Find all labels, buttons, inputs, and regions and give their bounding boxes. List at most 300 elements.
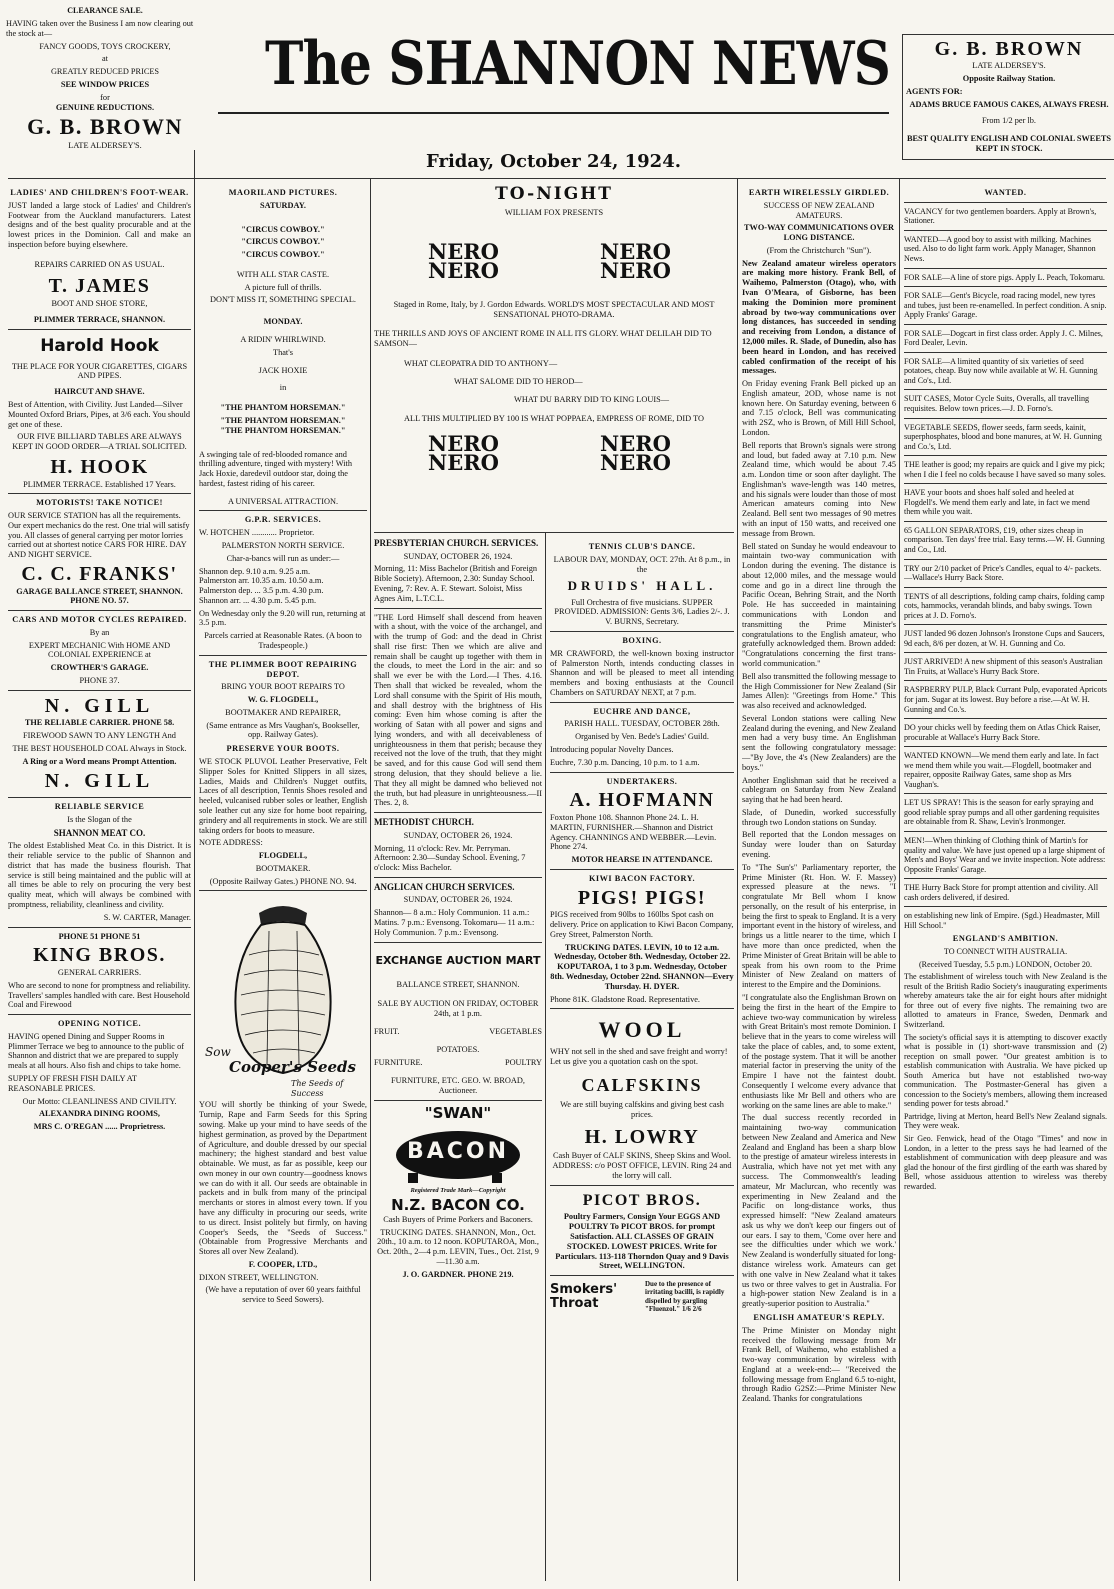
classified-text: FOR SALE—Dogcart in first class order. Apply J. C. Milnes, Ford Dealer, Levin. (904, 328, 1103, 348)
divider (8, 329, 191, 330)
flogdell-address-2: (Opposite Railway Gates.) PHONE NO. 94. (209, 876, 357, 886)
opening-notice-head: OPENING NOTICE. (57, 1019, 142, 1029)
t-james-address: PLIMMER TERRACE, SHANNON. (33, 314, 166, 324)
classified-text: HAVE your boots and shoes half soled and heeled at Flogdell's. We mend them early and late, in fact we mend them while you wait. (904, 488, 1090, 517)
clearance-sale-body: HAVING taken over the Business I am now clearing out the stock at— (6, 18, 194, 38)
crowther-name: CROWTHER'S GARAGE. (50, 663, 149, 673)
timetable-row: Palmerston arr. 10.35 a.m. 10.50 a.m. (199, 576, 324, 586)
king-bros-sub: GENERAL CARRIERS. (57, 967, 142, 977)
wanted-head: WANTED. (984, 188, 1027, 197)
presbyterian-body: Morning, 11: Miss Bachelor (British and Foreign Bible Society). Afternoon, 2.30: Sunday School. Evening, 7: Rev. A. F. Stewart. Soloist, Miss Agnes Aim, L.T.C.L. (374, 564, 538, 603)
tonight-box (374, 184, 734, 530)
brown-sub-left: LATE ALDERSEY'S. (68, 140, 142, 150)
gpr-services-head: G.P.R. SERVICES. (244, 515, 322, 525)
lowry-name: H. LOWRY (584, 1125, 700, 1148)
hofmann-body: Foxton Phone 108. Shannon Phone 24. L. H. MARTIN, FURNISHER.—Shannon and District Agency. CHANNINGS AND WEBBER.—Levin. Phone 274. (550, 812, 717, 852)
classified-text: WANTED KNOWN—We mend them early and late. In fact we mend them while you wait.—Flogdell, bootmaker and repairer, opposite Railway Gates, same shop as Mrs Vaughan's. (904, 751, 1099, 789)
motorists-body: OUR SERVICE STATION has all the requirements. Our expert mechanics do the rest. One trial will satisfy you. All classes of general carrying per motor lorries carried out at shortest notice CARS FOR HIRE. DAY AND NIGHT SERVICE. (8, 511, 190, 560)
smokers-sub: Due to the presence of irritating bacilli, is rapidly dispelled by gargling "Fluenzol." 1/6 2/6 (645, 1280, 725, 1313)
divider (904, 389, 1107, 390)
wireless-paragraph: Bell also transmitted the following message to the High Commissioner for New Zealand (Sir James Allen): "Greetings from Home." This was also received and acknowledged. (742, 671, 896, 711)
flogdell-sub: BOOTMAKER AND REPAIRER, (225, 707, 341, 717)
t-james-name: T. JAMES (48, 275, 151, 298)
labour-day: LABOUR DAY, MONDAY, OCT. 27th. At 8 p.m., in the (553, 554, 731, 574)
tonight-head: TO-NIGHT (495, 184, 613, 204)
classified-text: WANTED—A good boy to assist with milking. Machines used. Also to do light farm work. Apply Manager, Shannon News. (904, 234, 1096, 263)
slogan-line: Is the Slogan of the (67, 814, 132, 824)
ladies-footwear-body: JUST landed a large stock of Ladies' and Children's Footwear from the Auckland manufacturers. Latest designs and of the best quality procurable and at the lowest prices in the Dominion. Call and make an inspection before buying elsewhere. (8, 200, 191, 249)
methodist-body: Morning, 11 o'clock: Rev. Mr. Perryman. Afternoon: 2.30—Sunday School. Evening, 7 o'clock: Miss Bachelor. (374, 843, 526, 873)
sow-label: Sow (205, 1045, 231, 1060)
classified-ad (904, 423, 1107, 452)
picot-name: PICOT BROS. (582, 1191, 702, 1209)
wireless-paragraph: Slade, of Dunedin, worked successfully through two London stations on Sunday. (742, 807, 896, 827)
classified-ad (904, 394, 1107, 413)
wireless-paragraph: The Prime Minister on Monday night received the following message from Mr Frank Bell, of Waihemo, who established a two-way communication by wireless with England at a week-end:— "Received the following message from England 6.5 to-night, through Radio G2SZ:—Prime Minister New Zealand. Thanks for congratulations (742, 1325, 896, 1404)
franks-name: C. C. FRANKS' (21, 562, 178, 585)
euchre-head: EUCHRE AND DANCE, (593, 706, 691, 716)
masthead-title: The SHANNON NEWS (264, 29, 891, 99)
column-rule (370, 178, 371, 1581)
classified-ad (904, 526, 1107, 555)
dixon-street: DIXON STREET, WELLINGTON. (199, 1272, 319, 1282)
h-hook-sub: PLIMMER TERRACE. Established 17 Years. (23, 479, 176, 489)
divider (904, 521, 1107, 522)
king-bros-name: KING BROS. (33, 944, 166, 967)
divider (904, 624, 1107, 625)
wednesday-note: On Wednesday only the 9.20 will run, returning at 3.5 p.m. (199, 608, 366, 628)
divider (904, 878, 1107, 879)
right-ear-advert (902, 34, 1114, 160)
divider (550, 772, 734, 773)
column-4 (550, 538, 734, 1589)
wireless-paragraph: Bell stated on Sunday he would endeavour to maintain two-way communication with London during the evening. The distance is about 12,000 miles, and the message would come and go in a direct line through the Pacific Ocean, Behring Strait, and the North Pole. He has succeeded in maintaining communications with London and transmitting the Prime Minister's congratulations to the English amateur, who gratefully acknowledged them. Brown added: "Congratulations concerning the first trans-world communication." (742, 541, 896, 668)
divider (904, 746, 1107, 747)
brown-name-right: G. B. BROWN (934, 38, 1084, 60)
classified-ad (904, 460, 1107, 479)
classified-ad (904, 685, 1107, 714)
multiplied-line: ALL THIS MULTIPLIED BY 100 IS WHAT POPPAEA, EMPRESS OF ROME, DID TO (404, 414, 704, 424)
phantom-horseman: "THE PHANTOM HORSEMAN." (220, 403, 346, 413)
auction-sale: SALE BY AUCTION ON FRIDAY, OCTOBER 24th, at 1 p.m. (377, 999, 539, 1019)
motor-hearse: MOTOR HEARSE IN ATTENDANCE. (571, 855, 713, 865)
classified-ad (904, 207, 1107, 226)
wireless-paragraph: Bell reports that Brown's signals were strong and loud, but faded away at 7.10 p.m. New Zealand time, which would be about 7.45 a.m. London time or soon after daylight. The Englishman's wave-length was 140 metres, and his signals were louder than those of most American amateurs coming into New Zealand. Bell sent two messages of 90 metres with an input of 150 watts, and received one message from Brown. (742, 440, 896, 538)
column-rule (194, 150, 195, 1581)
broad-auctioneer: FURNITURE, ETC. GEO. W. BROAD, Auctioneer. (391, 1076, 525, 1096)
flogdell-sub-2: BOOTMAKER. (255, 863, 311, 873)
n-gill-name-2: N. GILL (44, 769, 155, 792)
divider (199, 655, 367, 656)
divider (550, 869, 734, 870)
divider (374, 532, 734, 533)
divider (904, 680, 1107, 681)
in-line: in (279, 383, 287, 393)
column-rule (737, 178, 738, 1581)
hook-line: OUR FIVE BILLIARD TABLES ARE ALWAYS KEPT IN GOOD ORDER—A TRIAL SOLICITED. (12, 432, 187, 452)
classified-ad (904, 592, 1107, 621)
divider (374, 608, 542, 609)
parish-hall: PARISH HALL. TUESDAY, OCTOBER 28th. (564, 719, 720, 729)
brown-location: Opposite Railway Station. (962, 73, 1056, 83)
circus-cowboy: "CIRCUS COWBOY." (241, 224, 325, 234)
thrills-line: THE THRILLS AND JOYS OF ANCIENT ROME IN ALL ITS GLORY. WHAT DELILAH DID TO SAMSON— (374, 329, 712, 349)
clearance-item: SEE WINDOW PRICES (60, 80, 150, 90)
carter-manager: S. W. CARTER, Manager. (103, 912, 191, 922)
phantom-horseman: "THE PHANTOM HORSEMAN." (220, 415, 346, 425)
wireless-paragraph: Another Englishman said that he received a cablegram on Saturday from New Zealand saying that he had been heard. (742, 775, 896, 805)
nz-bacon-co: N.Z. BACON CO. (391, 1196, 525, 1215)
divider (904, 455, 1107, 456)
t-james-sub: BOOT AND SHOE STORE, (51, 299, 148, 309)
ridin-whirlwind: A RIDIN' WHIRLWIND. (240, 335, 326, 345)
flogdell-address: (Same entrance as Mrs Vaughan's, Bookseller, opp. Railway Gates). (206, 720, 360, 740)
wireless-paragraph: Several London stations were calling New Zealand during the evening, and New Zealand men had a very busy time. An Englishman sent the following congratulatory message:—"By Jove, the 4's (New Zealanders) are the boys." (742, 713, 896, 772)
crowther-phone: PHONE 37. (79, 676, 120, 686)
divider (199, 890, 367, 891)
divider (199, 510, 367, 511)
nero-title: NERO (600, 238, 671, 264)
ambition-paragraph: Partridge, living at Merton, heard Bell's New Zealand signals. They were weak. (904, 1111, 1107, 1131)
divider (374, 942, 542, 943)
classified-text: TENTS of all descriptions, folding camp chairs, folding camp cots, hammocks, verandah blinds, and baby swings. Town prices at J. D. Forno's. (904, 591, 1105, 620)
clearance-item: GREATLY REDUCED PRICES (50, 67, 160, 77)
repairs-line: REPAIRS CARRIED ON AS USUAL. (34, 259, 165, 269)
chara-bancs: Char-a-bancs will run as under:— (226, 553, 340, 563)
circus-cowboy: "CIRCUS COWBOY." (241, 237, 325, 247)
divider (8, 690, 191, 691)
hook-line: THE PLACE FOR YOUR CIGARETTES, CIGARS AND PIPES. (11, 361, 188, 381)
dyer-line: Phone 81K. Gladstone Road. Representative. (550, 994, 701, 1004)
cars-head: CARS AND MOTOR CYCLES REPAIRED. (12, 615, 187, 625)
staged-line: Staged in Rome, Italy, by J. Gordon Edwards. WORLD'S MOST SPECTACULAR AND MOST SENSATIONAL PHOTO-DRAMA. (393, 299, 715, 319)
classified-ad (904, 357, 1107, 386)
classified-ad (904, 751, 1107, 789)
nero-title: NERO (428, 431, 499, 457)
jack-hoxie: JACK HOXIE (258, 365, 308, 375)
classified-text: DO your chicks well by feeding them on Atlas Chick Raiser, procurable at Wallace's Hurry Back Store. (904, 723, 1101, 742)
undertakers-head: UNDERTAKERS. (606, 776, 678, 786)
auction-item: FRUIT. (374, 1026, 400, 1036)
monday-label: MONDAY. (263, 317, 303, 327)
classified-text: THE leather is good; my repairs are quick and I give my pick; when I die I feel no colds because I have saved so many soles. (904, 460, 1106, 479)
registered-mark: Registered Trade Mark—Copyright (410, 1186, 506, 1194)
flogdell-name: W. G. FLOGDELL, (247, 695, 319, 705)
calfskins-head: CALFSKINS (581, 1074, 703, 1095)
anglican-body: Shannon— 8 a.m.: Holy Communion. 11 a.m.: Matins. 7 p.m.: Evensong. Tokomaru— 11 a.m.: Holy Communion. 7 p.m.: Evensong. (374, 908, 535, 937)
divider (8, 610, 191, 611)
salome-line: WHAT SALOME DID TO HEROD— (454, 376, 583, 386)
seed-sack-illustration (199, 895, 367, 1100)
bacon-word: BACON (406, 1138, 510, 1164)
classified-text: FOR SALE—A limited quantity of six varieties of seed potatoes, cheap. Buy now while available at W. H. Gunning and Co's., Ltd. (904, 356, 1098, 385)
wool-head: WOOL (598, 1017, 686, 1043)
preserve-boots: PRESERVE YOUR BOOTS. (226, 744, 340, 754)
classified-ad (904, 629, 1107, 648)
classified-text: LET US SPRAY! This is the season for early spraying and good reliable spray pumps and all other gardening requisites are obtainable from R. Shaw, Levin's Ironmonger. (904, 798, 1100, 827)
boxing-head: BOXING. (622, 636, 662, 646)
calfskins-body: We are still buying calfskins and giving best cash prices. (560, 1100, 724, 1119)
thrills-line: A picture full of thrills. (244, 282, 322, 292)
pigs-pigs: PIGS! PIGS! (577, 886, 707, 909)
auction-item: POTATOES. (436, 1044, 480, 1054)
divider (374, 1100, 542, 1101)
masthead-rule (218, 112, 889, 114)
divider (374, 877, 542, 878)
maoriland-head: MAORILAND PICTURES. (228, 188, 338, 197)
meat-body: The oldest Established Meat Co. in this District. It is their reliable service to the public of Shannon and district that has made the business flourish. That service is still being maintained and the public will at all times be able to rely on procuring the very best quality meat, which will always be combined with promptness, reliability, cleanliness and civility. (8, 841, 191, 909)
clearance-item: at (102, 54, 108, 64)
phantom-tale: A swinging tale of red-blooded romance and thrilling adventure, tinged with mystery! With Jack Hoxie, daredevil outdoor star, doing the hardest, fastest riding of his career. (199, 449, 352, 488)
column-2 (199, 184, 367, 1589)
divider (904, 230, 1107, 231)
harold-hook-name: Harold Hook (40, 335, 159, 356)
source-line: (From the Christchurch "Sun"). (766, 245, 872, 255)
divider (904, 418, 1107, 419)
druids-hall: DRUIDS' HALL. (567, 578, 717, 594)
exchange-auction-head: EXCHANGE AUCTION MART (375, 953, 541, 967)
clearance-item: GENUINE REDUCTIONS. (55, 103, 155, 113)
classified-text: MEN!—When thinking of Clothing think of Martin's for quality and value. We have just opened up a large shipment of Men's and Boys' Wear and we invite inspection. Note address: Opposite Franks' Garage. (904, 836, 1106, 874)
euchre-times: Euchre, 7.30 p.m. Dancing, 10 p.m. to 1 a.m. (550, 757, 700, 767)
parcels-note: Parcels carried at Reasonable Rates. (A boon to Tradespeople.) (204, 631, 362, 650)
shannon-meat-co: SHANNON MEAT CO. (53, 827, 146, 838)
clearance-item: for (100, 93, 110, 103)
left-ear-advert (6, 6, 204, 154)
divider (904, 324, 1107, 325)
divider (550, 1185, 734, 1186)
auction-item: FURNITURE. (374, 1058, 423, 1068)
novelty-dances: Introducing popular Novelty Dances. (550, 745, 674, 755)
motorists-head: MOTORISTS! TAKE NOTICE! (36, 498, 163, 508)
classified-ad (904, 291, 1107, 320)
classified-ad (904, 329, 1107, 348)
divider (904, 483, 1107, 484)
clearance-item: FANCY GOODS, TOYS CROCKERY, (39, 41, 171, 51)
franks-sub: GARAGE BALLANCE STREET, SHANNON. PHONE NO. 57. (16, 586, 183, 606)
divider (550, 631, 734, 632)
divider (904, 652, 1107, 653)
cash-buyers: Cash Buyers of Prime Porkers and Baconers. (383, 1214, 533, 1224)
druids-body: Full Orchestra of five musicians. SUPPER PROVIDED. ADMISSION: Gents 3/6, Ladies 2/-. J. V. BURNS, Secretary. (554, 597, 730, 627)
n-gill-line: A Ring or a Word means Prompt Attention. (22, 756, 177, 766)
divider (904, 202, 1107, 203)
wireless-paragraph: To "The Sun's" Parliamentary reporter, the Prime Minister (Rt. Hon. W. F. Massey) expressed pleasure at the news. "I congratulate Mr Bell whom I know personally, on the result of his enterprise, in being the first to speak to England. It is a very important event in the history of wireless, and brings us a little nearer to the time, which I have more than once predicted, when the Prime Minister of Great Britain will be able to speak from his own room to the Prime Minister of New Zealand on matters of interest to the Empire and the Dominions. (742, 862, 896, 990)
presbyterian-date: SUNDAY, OCTOBER 26, 1924. (403, 551, 513, 561)
ambition-head: ENGLAND'S AMBITION. (952, 934, 1059, 944)
ambition-paragraph: Sir Geo. Fenwick, head of the Otago "Times" and now in London, in a letter to the press says he had learned of the establishment of communication with deep pleasure and was glad the honour of the first girdling of the earth was shared by Bell, whose assiduous attention to wireless was thereby rewarded. (904, 1134, 1107, 1191)
cake-price: From 1/2 per lb. (982, 115, 1036, 125)
classified-ad (904, 657, 1107, 676)
flogdell-name-2: FLOGDELL, (258, 851, 308, 861)
nero-title: NERO (600, 450, 671, 476)
gardner-phone: J. O. GARDNER. PHONE 219. (402, 1269, 514, 1279)
timetable-row: Palmerston dep. ... 3.5 p.m. 4.30 p.m. (199, 586, 324, 596)
n-gill-line: THE BEST HOUSEHOLD COAL Always in Stock. (12, 743, 187, 753)
reliable-service-head: RELIABLE SERVICE (54, 802, 145, 812)
classified-ad (904, 883, 1107, 902)
hook-line: HAIRCUT AND SHAVE. (54, 387, 145, 397)
tennis-dance-head: TENNIS CLUB'S DANCE. (588, 542, 696, 551)
bacon-trucking: TRUCKING DATES. SHANNON, Mon., Oct. 20th., 10 a.m. to 12 noon. KOPUTAROA, Mon., Oct. 20th., 2—4 p.m. LEVIN, Tues., Oct. 21st, 9—11.30 a.m. (377, 1227, 539, 1266)
classified-text: JUST landed 96 dozen Johnson's Ironstone Cups and Saucers, 9d each, 8/6 per dozen, at W. H. Gunning and Co. (904, 629, 1105, 648)
fresh-fish-line: SUPPLY OF FRESH FISH DAILY AT REASONABLE PRICES. (8, 1073, 137, 1093)
divider (904, 268, 1107, 269)
nero-title: NERO (600, 257, 671, 283)
picot-body: Poultry Farmers, Consign Your EGGS AND POULTRY To PICOT BROS. for prompt Satisfaction. ALL CLASSES OF GRAIN STOCKED. LOWEST PRICES. Write for Particulars. 113-118 Thorndon Quay and 9 Davis Street, WELLINGTON. (555, 1212, 729, 1271)
column-3 (374, 538, 542, 1589)
pig-logo (388, 1125, 528, 1185)
coopers-seeds-label: Cooper's Seeds (229, 1058, 356, 1077)
divider (8, 797, 191, 798)
divider (904, 587, 1107, 588)
divider (904, 718, 1107, 719)
divider (8, 927, 191, 928)
phone-51: PHONE 51 PHONE 51 (58, 931, 141, 941)
divider (904, 286, 1107, 287)
classified-ad (904, 235, 1107, 264)
timetable-row: Shannon dep. 9.10 a.m. 9.25 a.m. (199, 566, 311, 576)
classified-text: FOR SALE—Gent's Bicycle, road racing model, new tyres and tubes, just been re-enamelled. In perfect condition. A snip. Apply Franks' Garage. (904, 291, 1107, 320)
wool-body: WHY not sell in the shed and save freight and worry! Let us give you a quotation cash on the spot. (550, 1047, 728, 1067)
smokers-throat: Smokers' Throat (550, 1281, 618, 1311)
best-quality-sweets: BEST QUALITY ENGLISH AND COLONIAL SWEETS KEPT IN STOCK. (906, 133, 1112, 153)
nero-title: NERO (428, 238, 499, 264)
n-gill-name: N. GILL (44, 694, 155, 717)
lowry-body: Cash Buyer of CALF SKINS, Sheep Skins and Wool. ADDRESS: c/o POST OFFICE, LEVIN. Ring 24 and the lorry will call. (552, 1151, 732, 1180)
auction-item: POULTRY (504, 1058, 542, 1068)
earth-girdled-head: EARTH WIRELESSLY GIRDLED. (748, 188, 890, 197)
classified-ad (904, 564, 1107, 583)
issue-date: Friday, October 24, 1924. (426, 151, 681, 172)
fox-presents: WILLIAM FOX PRESENTS (504, 208, 604, 218)
divider (8, 493, 191, 494)
pig-trucking: TRUCKING DATES. LEVIN, 10 to 12 a.m. Wednesday, October 8th. Wednesday, October 22. KOPUTAROA, 1 to 3 p.m. Wednesday, October 8th. Wednesday, October 22nd. SHANNON—Every Thursday. H. DYER. (550, 942, 734, 991)
ladies-footwear-head: LADIES' AND CHILDREN'S FOOT-WEAR. (10, 188, 189, 197)
classified-ad (904, 488, 1107, 517)
motto-line: Our Motto: CLEANLINESS AND CIVILITY. (22, 1096, 177, 1106)
agents-for: AGENTS FOR: (906, 86, 963, 96)
classified-ad (904, 723, 1107, 742)
divider (904, 352, 1107, 353)
two-way-sub: TWO-WAY COMMUNICATIONS OVER LONG DISTANCE. (744, 223, 894, 243)
classified-text: 65 GALLON SEPARATORS, £19, other sizes cheap in comparison. Ten days' free trial. Easy terms.—W. H. Gunning and Co., Ltd. (904, 525, 1105, 554)
saturday-label: SATURDAY. (259, 200, 307, 210)
adams-bruce-cakes: ADAMS BRUCE FAMOUS CAKES, ALWAYS FRESH. (909, 99, 1109, 109)
classified-text: FOR SALE—A line of store pigs. Apply L. Peach, Tokomaru. (904, 272, 1105, 282)
reputation-note: (We have a reputation of over 60 years faithful service to Seed Sowers). (205, 1285, 361, 1305)
pluvol-body: WE STOCK PLUVOL Leather Preservative, Felt Slipper Soles for Knitted Slippers in all sizes, Ladies, Maids and Children's Nugget outfits, Laces of all description, Tennis Shoes resoled and heeled, vulcanised rubber soles or leather, English sole leather cut any size for home boot repairing, grindery and all requirements in stock. We are still taking orders for boots to measure. (199, 757, 367, 835)
classified-text: JUST ARRIVED! A new shipment of this season's Australian Tin Fruits, at Wallace's Hurry Back Store. (904, 657, 1103, 676)
wireless-paragraph: On Friday evening Frank Bell picked up an English amateur, 2OD, whose name is not known here. On Saturday evening, between 6 and 7.15 o'clock, Bell was communicating with 2SZ, who is Brown, of Mill Hill School, London. (742, 379, 896, 437)
wireless-paragraph: Bell reported that the London messages on Sunday were louder than on Saturday evening. (742, 830, 896, 859)
divider (904, 793, 1107, 794)
brown-name-left: G. B. BROWN (27, 114, 183, 140)
cleopatra-line: WHAT CLEOPATRA DID TO ANTHONY— (404, 358, 558, 368)
wireless-lead: New Zealand amateur wireless operators are making more history. Frank Bell, of Waihemo, Palmerston (Otago), who, with Ivan O'Meara, of Gisborne, has been making the Dominion more prominent abroad by two-way communications over long distances, has succeeded in sending and receiving from London, a distance of 12,000 miles. R. Slade, of Dunedin, also has been heard in London, and has received cabled confirmation of the receipt of his messages. (742, 258, 896, 376)
opening-notice-body: HAVING opened Dining and Supper Rooms in Plimmer Terrace we beg to announce to the public of Shannon and district that we are prepared to supply meals at all hours. Also fish and chips to take home. (8, 1031, 184, 1071)
hotchen-proprietor: W. HOTCHEN ............ Proprietor. (199, 528, 315, 538)
divider (904, 906, 1107, 907)
classified-ad (904, 798, 1107, 827)
clearance-sale-head: CLEARANCE SALE. (67, 6, 143, 15)
methodist-head: METHODIST CHURCH. (374, 817, 474, 828)
classified-text: THE Hurry Back Store for prompt attention and civility. All cash orders delivered, if desired. (904, 883, 1099, 902)
circus-cowboy: "CIRCUS COWBOY." (241, 250, 325, 260)
classified-text: TRY our 2/10 packet of Price's Candles, equal to 4/- packets.—Wallace's Hurry Back Store. (904, 563, 1102, 583)
pigs-body: PIGS received from 90lbs to 160lbs Spot cash on delivery. Price on application to Kiwi Bacon Company, Grey Street, Palmerston North. (550, 910, 734, 939)
connect-sub: TO CONNECT WITH AUSTRALIA. (943, 947, 1068, 957)
classified-ad (904, 836, 1107, 874)
header-rule (8, 178, 1106, 179)
timetable-row: Shannon arr. ... 4.30 p.m. 5.45 p.m. (199, 595, 317, 605)
wireless-paragraph: The dual success recently recorded in maintaining two-way communication between New Zealand and America and New Zealand and England has been a sharp blow to the prestige of amateur wireless interests in Australia, which have not yet met with any success. The Commonwealth's leading amateur, Mr Maclurcan, who recently was experimenting in New Zealand and the Pacific on long-distance works, thus expressed himself: "New Zealand amateurs ask us why we don't keep our fingers out of our ears. I say to them, 'Come over here and see the difficulties under which we work.' New Zealand is wonderfully situated for long-distance wireless work. Amateurs can get with one valve in New Zealand what it takes us two or three valves to get in Australia. For a high-power station New Zealand is in a greatly-superior position to Australia." (742, 1113, 896, 1309)
anglican-head: ANGLICAN CHURCH SERVICES. (374, 881, 515, 892)
divider (550, 1275, 734, 1276)
cars-body: EXPERT MECHANIC With HOME AND COLONIAL EXPERIENCE at (28, 640, 171, 660)
wireless-paragraph: "I congratulate also the Englishman Brown on being the first in the heart of the Empire to achieve two-way communication by wireless with Great Britain's most remote Dominion. I believe that in the years to come wireless will take the place of cables, and, to some extent, of the postage system. That it will be another material factor in preserving the unity of the Empire I have not the faintest doubt. Consequently I welcome every advance that enthusiasts like Mr Bell and others who are working on the same lines are able to make." (742, 992, 896, 1110)
star-caste: WITH ALL STAR CASTE. (236, 269, 330, 279)
divider (8, 1014, 191, 1015)
ambition-paragraph: The society's official says it is attempting to discover exactly what is possible in (1) short-wave transmission and (2) reception on small power. "Our greatest ambition is to establish communication with Australia. We have picked up South America but have not established two-way communication. The Postmaster-General has given a concession to the Society's members, allowing them increased sending power for tests abroad." (904, 1032, 1107, 1109)
seeds-of-success-label: The Seeds of Success (291, 1079, 344, 1098)
column-6 (904, 184, 1107, 1589)
palmerston-service: PALMERSTON NORTH SERVICE. (221, 540, 345, 550)
cars-by: By an (89, 627, 110, 637)
coopers-body: YOU will shortly be thinking of your Swede, Turnip, Rape and Farm Seeds for this Spring sowing. Make up your mind to have seeds of the highest germination, as proved by the Department of Agriculture, and double dressed by our special machinery; the highest standard and best value obtainable. We must, as far as possible, keep our own money in our own country—goodness knows we can do with it all. Our seeds are obtainable in packets and in bulk from many of the principal merchants or stores in almost every town. If you have any difficulty in procuring our seeds, write to us direct. Insist politely but firmly, on having Cooper's Seeds, the "Seeds of Success." (Obtainable from Progressive Merchants and Stores all over New Zealand). (199, 1100, 367, 1257)
divider (904, 559, 1107, 560)
king-bros-body: Who are second to none for promptness and reliability. Travellers' samples handled with care. Best Household Coal and Firewood (8, 980, 191, 1010)
n-gill-sub: THE RELIABLE CARRIER. PHONE 58. (24, 718, 175, 728)
success-sub: SUCCESS OF NEW ZEALAND AMATEURS. (763, 200, 875, 220)
bring-repairs: BRING YOUR BOOT REPAIRS TO (221, 682, 345, 692)
organised-by: Organised by Ven. Bede's Ladies' Guild. (575, 732, 709, 742)
classified-text: VEGETABLE SEEDS, flower seeds, farm seeds, kainit, superphosphates, blood and bone manures, at W. H. Gunning and Co.'s, Ltd. (904, 422, 1102, 451)
oregan-proprietress: MRS C. O'REGAN ...... Proprietress. (33, 1122, 166, 1132)
dubarry-line: WHAT DU BARRY DID TO KING LOUIS— (514, 394, 670, 404)
classified-text: RASPBERRY PULP, Black Currant Pulp, evaporated Apricots for jam. Sugar at its lowest. Buy before a rise.—At W. H. Gunning and Co.'s. (904, 685, 1107, 714)
methodist-date: SUNDAY, OCTOBER 26, 1924. (403, 830, 513, 840)
universal-attraction: A UNIVERSAL ATTRACTION. (227, 496, 339, 506)
column-1 (8, 184, 191, 1589)
thats-line: That's (273, 347, 293, 357)
swan-brand: "SWAN" (424, 1103, 492, 1122)
nero-title: NERO (428, 450, 499, 476)
classified-text: SUIT CASES, Motor Cycle Suits, Overalls, all travelling requisites. Below town prices.—J. D. Forno's. (904, 394, 1090, 413)
column-rule (545, 532, 546, 1581)
plimmer-boot-head: THE PLIMMER BOOT REPAIRING DEPOT. (208, 659, 358, 679)
dont-miss: DON'T MISS IT, SOMETHING SPECIAL. (210, 295, 356, 305)
alexandra-dining: ALEXANDRA DINING ROOMS, (38, 1109, 160, 1119)
divider (550, 1008, 734, 1009)
phantom-horseman: "THE PHANTOM HORSEMAN." (220, 425, 346, 435)
anglican-date: SUNDAY, OCTOBER 26, 1924. (403, 895, 513, 905)
n-gill-line: FIREWOOD SAWN TO ANY LENGTH And (23, 731, 176, 741)
auction-item: VEGETABLES (489, 1026, 542, 1036)
divider (904, 831, 1107, 832)
cooper-ltd: F. COOPER, LTD., (248, 1259, 318, 1269)
column-rule (899, 178, 900, 1581)
hook-line: Best of Attention, with Civility. Just Landed—Silver Mounted Oxford Briars, Pipes, at 3/6 each. You should get one of these. (8, 400, 191, 429)
presbyterian-head: PRESBYTERIAN CHURCH. SERVICES. (374, 538, 539, 548)
scripture-text: "THE Lord Himself shall descend from heaven with a shout, with the voice of the archangel, and with the trump of God: and the dead in Christ shall rise first: Then we which are alive and remain shall be caught up together with them in the clouds, to meet the Lord in the air: and so shall we ever be with the Lord.—I Thes. 4.16. Then shall that wicked be revealed, whom the Lord shall consume with the Spirit of His mouth, and shall destroy with the brightness of His coming: Even him whose coming is after the working of Satan with all power and signs and lying wonders, and with all deceivableness of unrighteousness in them that perish; because they received not the love of the truth, that they might be saved, and for this cause God will send them strong delusion, that they should believe a lie. That they all might be damned who believed not the truth, but had pleasure in unrighteousness.—II Thes. 2, 8. (374, 612, 542, 808)
classified-ad (904, 273, 1107, 283)
column-5 (742, 184, 896, 1589)
received-line: (Received Tuesday, 5.5 p.m.) LONDON, October 20. (918, 959, 1092, 969)
ambition-paragraph: The establishment of wireless touch with New Zealand is the result of the British Radio Society's inaugurating experiments whereby amateurs take the air for eight hours after midnight for three out of every five nights. The remaining two are allotted to amateurs in France, Sweden, Denmark and Switzerland. (904, 972, 1107, 1030)
nero-title: NERO (428, 257, 499, 283)
note-address: NOTE ADDRESS: (199, 838, 263, 848)
